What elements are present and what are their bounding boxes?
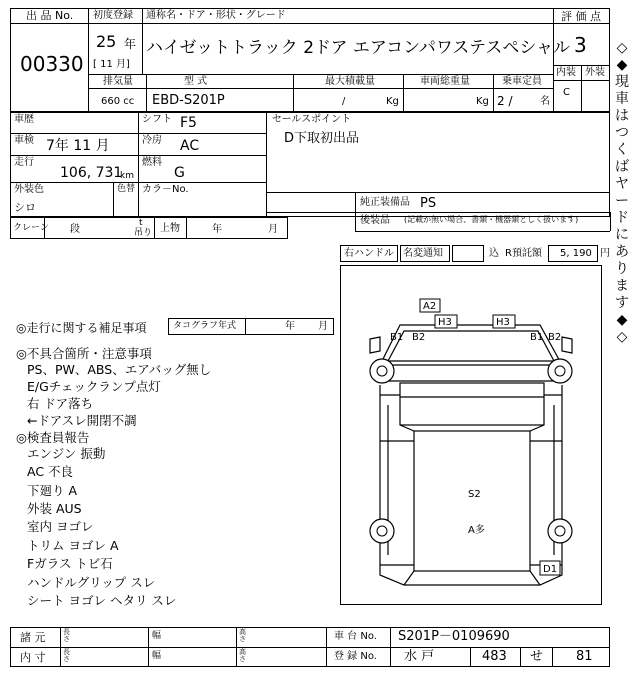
ext-color-label: 外装色 <box>14 184 44 195</box>
upper-year: 年 <box>212 224 222 235</box>
reg-class: 483 <box>482 649 507 664</box>
crane-ton-top: t <box>139 218 143 228</box>
tachograph-label: タコグラフ年式 <box>173 321 237 331</box>
inspector-line: エンジン 振動 <box>27 446 106 461</box>
max-load-unit: Kg <box>386 96 399 107</box>
defect-line: 右 ドア落ち <box>27 396 94 411</box>
type-value: EBD-S201P <box>152 93 225 108</box>
inspector-line: ハンドルグリップ スレ <box>27 575 156 590</box>
mileage-label: 走行 <box>14 157 34 168</box>
inspector-line: 外装 AUS <box>27 501 82 516</box>
lot-no: 00330 <box>20 52 84 76</box>
inspection-value: 7年 11 月 <box>46 138 110 154</box>
diagram-label: B2 <box>548 332 562 343</box>
crane-tier: 段 <box>70 224 80 235</box>
width-label: 幅 <box>152 631 162 641</box>
shift-label: シフト <box>142 114 172 125</box>
first-reg-label: 初度登録 <box>93 10 133 21</box>
color-code-label: カラ－No. <box>142 184 189 195</box>
genuine-equip-label: 純正装備品 <box>360 197 410 208</box>
sales-point-value: D下取初出品 <box>284 131 360 146</box>
height-label: 高さ <box>239 628 246 643</box>
length-label: 長さ <box>63 648 70 663</box>
mileage-value: 106, 731 <box>60 165 123 181</box>
diagram-label: B2 <box>412 332 426 343</box>
gross-weight-unit: Kg <box>476 96 489 107</box>
max-load-label: 最大積載量 <box>325 76 375 87</box>
diagram-label: B1 <box>530 332 544 343</box>
chassis-value: S201P－0109690 <box>398 629 510 644</box>
capacity-label: 乗車定員 <box>502 76 542 87</box>
length-label: 長さ <box>63 628 70 643</box>
reg-number: 81 <box>576 649 593 664</box>
shift-value: F5 <box>180 115 197 131</box>
car-diagram <box>340 265 612 609</box>
recycle-label: R預託額 <box>505 248 542 259</box>
color-no-label: 色替 <box>117 184 136 194</box>
diagram-label: A2 <box>423 301 437 312</box>
diagram-label: S2 <box>468 489 481 500</box>
inspector-line: トリム ヨゴレ A <box>27 538 119 553</box>
defect-line: ←ドアスレ開閉不調 <box>27 413 137 428</box>
lot-no-label: 出 品 No. <box>26 9 74 22</box>
recycle-unit: 円 <box>600 248 610 259</box>
score: 3 <box>574 33 587 57</box>
aftermarket-label: 後装品 <box>360 215 390 226</box>
first-reg-year: 25 <box>96 32 117 51</box>
diagram-label: H3 <box>438 317 452 328</box>
chassis-label: 車 台 No. <box>334 631 377 642</box>
diagram-label: D1 <box>543 564 558 575</box>
inspector-line: AC 不良 <box>27 464 74 479</box>
upper-label: 上物 <box>160 223 180 234</box>
reg-label: 登 録 No. <box>334 651 377 662</box>
displacement: 660 cc <box>101 96 135 107</box>
reg-place: 水 戸 <box>404 649 435 664</box>
recycle-prefix: 込 <box>489 248 499 259</box>
exterior-label: 外装 <box>585 67 605 78</box>
genuine-equip-value: PS <box>420 196 437 211</box>
fuel-value: G <box>174 165 185 181</box>
tachograph-year: 年 <box>285 321 295 332</box>
height-label: 高さ <box>239 648 246 663</box>
name-change-value-box <box>452 245 484 262</box>
fuel-label: 燃料 <box>142 157 162 168</box>
aircon-value: AC <box>180 138 200 154</box>
aftermarket-note: (記載が無い場合、書類・機器類としく扱います) <box>404 215 579 224</box>
defect-line: PS、PW、ABS、エアバッグ無し <box>27 362 212 377</box>
inspector-line: 室内 ヨゴレ <box>27 519 94 534</box>
reg-kana: せ <box>530 649 544 664</box>
diagram-label: B1 <box>390 332 404 343</box>
crane-label: クレーン <box>13 223 49 233</box>
mileage-unit: km <box>120 171 134 181</box>
inspector-line: 下廻り A <box>27 483 78 498</box>
model-name-label: 通称名・ドア・形状・グレード <box>146 10 286 21</box>
defects-heading: ◎不具合箇所・注意事項 <box>16 346 152 361</box>
supplement-heading: ◎走行に関する補足事項 <box>16 321 147 335</box>
row1-label: 諸 元 <box>20 631 46 644</box>
type-label: 型 式 <box>184 76 208 87</box>
crane-ton-bottom: 吊り <box>134 228 153 238</box>
tachograph-month: 月 <box>318 321 328 332</box>
width-label: 幅 <box>152 651 162 661</box>
steering: 右ハンドル <box>344 248 394 259</box>
diagram-label: A多 <box>468 525 485 536</box>
model-name: ハイゼットトラック 2ドア エアコンパワステスペシャル <box>146 38 571 58</box>
row2-label: 内 寸 <box>20 651 46 664</box>
aircon-label: 冷房 <box>142 135 162 146</box>
recycle-value: 5, 190 <box>560 248 592 259</box>
side-banner: ◇◆ 現車はつくばヤードにあります ◆◇ <box>615 40 629 345</box>
ext-color-value: シロ <box>14 201 36 214</box>
inspection-label: 車検 <box>14 135 34 146</box>
year-unit: 年 <box>124 37 137 51</box>
inspector-heading: ◎検査員報告 <box>16 430 90 445</box>
capacity-value: 2 / <box>497 94 513 108</box>
sales-point-label: セールスポイント <box>272 114 352 125</box>
gross-weight-label: 車両総重量 <box>420 76 470 87</box>
max-load-value: / <box>342 96 346 107</box>
interior-label: 内装 <box>556 67 576 78</box>
inspector-line: Fガラス トビ石 <box>27 556 113 571</box>
first-reg-month: [ 11 月] <box>93 59 130 70</box>
defect-line: E/Gチェックランプ点灯 <box>27 379 161 394</box>
capacity-unit: 名 <box>540 96 550 107</box>
history-label: 車歴 <box>14 114 34 125</box>
displacement-label: 排気量 <box>103 76 133 87</box>
diagram-label: H3 <box>496 317 510 328</box>
upper-month: 月 <box>268 224 278 235</box>
interior-score: C <box>563 87 570 98</box>
name-change-label: 名変通知 <box>403 248 443 259</box>
inspector-line: シート ヨゴレ ヘタリ スレ <box>27 593 177 608</box>
score-label: 評 価 点 <box>561 10 601 23</box>
